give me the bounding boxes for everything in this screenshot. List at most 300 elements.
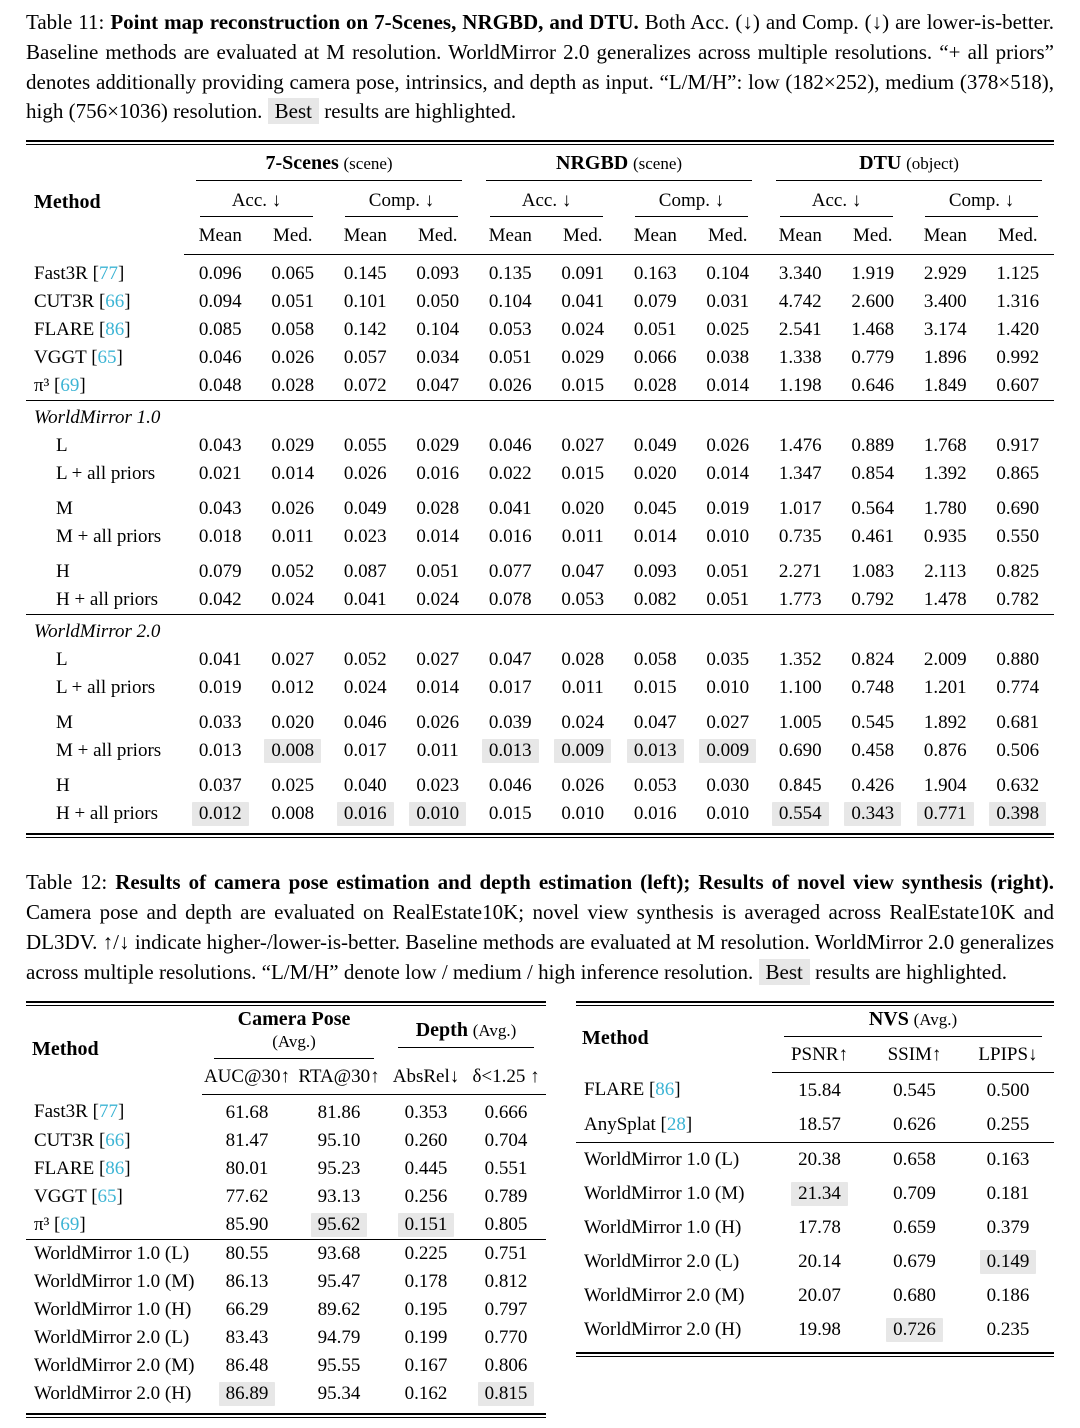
value: 0.058: [271, 319, 315, 341]
value-cell: [402, 432, 475, 460]
value: 0.353: [404, 1101, 448, 1123]
value-cell: [474, 460, 547, 488]
value-cell: [402, 460, 475, 488]
table11-bottom-rule: [26, 833, 1054, 838]
value: 0.041: [343, 589, 387, 611]
value: 0.751: [484, 1242, 528, 1264]
value-cell: [547, 344, 620, 372]
value-cell: [292, 1127, 386, 1155]
value-cell: [292, 1183, 386, 1211]
value: 1.780: [923, 498, 967, 520]
value-cell: [184, 674, 257, 702]
value: 1.201: [923, 677, 967, 699]
value: 0.055: [343, 435, 387, 457]
table-row: [576, 1279, 1054, 1313]
value: 0.709: [893, 1182, 936, 1204]
table11-caption-prefix: Table 11:: [26, 10, 111, 34]
value: 0.093: [633, 561, 677, 583]
value-cell: [867, 1211, 962, 1245]
value: 0.679: [893, 1250, 936, 1272]
value-cell: [474, 316, 547, 344]
group-qualifier: (scene): [632, 154, 683, 174]
section-title: WorldMirror 1.0: [26, 401, 1054, 433]
value: 95.55: [317, 1354, 361, 1376]
value-cell: [184, 488, 257, 523]
value-cell: [692, 702, 765, 737]
group-header-7scenes: [184, 145, 474, 183]
best-value: 0.009: [554, 739, 611, 763]
value: 1.768: [923, 435, 967, 457]
best-highlight-sample: Best: [759, 959, 810, 985]
value-cell: [466, 1296, 546, 1324]
best-value: 0.726: [886, 1318, 943, 1342]
table-row: [26, 1183, 546, 1211]
method-label: [26, 1296, 202, 1324]
citation-link[interactable]: 66: [105, 291, 125, 313]
table11-caption-body1: Both Acc. (↓) and Comp. (↓) are lower-is-better. Baseline methods are evaluated at M resolution. WorldMirror 2.0 generalizes across multiple resolutions. “+ all priors” denotes additionally providing camera pose, intrinsics, and depth as input. “L/M/H”: low (182×252), medium (378×518), high (756×1036) resolution.: [26, 10, 1054, 124]
value: 0.626: [893, 1113, 936, 1135]
value-cell: [547, 765, 620, 800]
value: 0.026: [488, 375, 532, 397]
method-name: WorldMirror 2.0 (L): [34, 1326, 190, 1348]
value-cell: [547, 460, 620, 488]
value: 0.681: [996, 712, 1040, 734]
value: 0.026: [416, 712, 460, 734]
value-cell: [962, 1211, 1054, 1245]
value: 0.545: [851, 712, 895, 734]
value: 0.646: [851, 375, 895, 397]
value-cell: [329, 372, 402, 401]
citation-link[interactable]: 86: [105, 1157, 125, 1179]
table12-left-header: [26, 1006, 546, 1095]
value: 0.053: [561, 589, 605, 611]
method-label: CUT3R [66]: [34, 1129, 131, 1151]
method-name: Fast3R: [34, 263, 88, 284]
value: 0.026: [561, 775, 605, 797]
value-cell: [982, 432, 1055, 460]
value-cell: [474, 586, 547, 615]
value: 1.478: [923, 589, 967, 611]
value-cell: [292, 1155, 386, 1183]
metric-header-acc: Acc. ↓: [764, 183, 909, 219]
value-cell: [474, 646, 547, 674]
value-cell: [257, 344, 330, 372]
value-cell: [909, 432, 982, 460]
table-row: [26, 674, 1054, 702]
value: 0.461: [851, 526, 895, 548]
value: 2.271: [778, 561, 822, 583]
value-cell: [837, 523, 910, 551]
method-label: FLARE [86]: [34, 319, 131, 341]
value: 0.052: [343, 649, 387, 671]
value: 0.024: [416, 589, 460, 611]
value: 0.025: [706, 319, 750, 341]
value: 0.046: [198, 347, 242, 369]
table-row: [26, 1380, 546, 1408]
value-cell: [692, 255, 765, 289]
value-cell: [329, 674, 402, 702]
method-name: WorldMirror 1.0 (M): [584, 1182, 745, 1204]
value: 0.013: [198, 740, 242, 762]
value-cell: [909, 523, 982, 551]
value: 0.027: [416, 649, 460, 671]
method-label: [26, 523, 184, 551]
value-cell: [547, 586, 620, 615]
stat-header-med: Med.: [257, 219, 330, 255]
citation-link[interactable]: 65: [97, 1185, 117, 1207]
section-title: WorldMirror 2.0: [26, 615, 1054, 647]
value: 0.051: [706, 589, 750, 611]
value: 0.812: [484, 1270, 528, 1292]
value: 1.476: [778, 435, 822, 457]
value-cell: [474, 674, 547, 702]
value-cell: [292, 1380, 386, 1408]
value-cell: [962, 1313, 1054, 1347]
best-value: 0.013: [482, 739, 539, 763]
group-qualifier: (object): [906, 154, 959, 174]
value: 0.041: [561, 291, 605, 313]
value: 0.028: [561, 649, 605, 671]
citation-link[interactable]: 66: [105, 1129, 125, 1151]
value-cell: [619, 432, 692, 460]
value: 0.012: [271, 677, 315, 699]
citation-link[interactable]: 28: [666, 1113, 686, 1135]
value-cell: [692, 551, 765, 586]
value: 0.545: [893, 1079, 936, 1101]
value: 3.174: [923, 319, 967, 341]
value-cell: [772, 1177, 867, 1211]
value-cell: [547, 800, 620, 828]
stat-header-med: Med.: [837, 219, 910, 255]
value-cell: [619, 586, 692, 615]
value-cell: [257, 765, 330, 800]
value: 1.198: [778, 375, 822, 397]
value-cell: [982, 523, 1055, 551]
value: 0.025: [271, 775, 315, 797]
group-name: 7-Scenes: [265, 152, 339, 175]
value: 0.008: [271, 803, 315, 825]
value: 0.014: [706, 463, 750, 485]
method-name: L + all priors: [56, 677, 156, 699]
best-value: 0.013: [627, 739, 684, 763]
value: 0.066: [633, 347, 677, 369]
value-cell: [292, 1094, 386, 1127]
stat-header-mean: Mean: [329, 219, 402, 255]
group-qualifier: (scene): [343, 154, 393, 174]
value: 81.86: [317, 1101, 361, 1123]
value-cell: [909, 765, 982, 800]
value: 93.68: [317, 1242, 361, 1264]
value-cell: [837, 372, 910, 401]
value: 0.865: [996, 463, 1040, 485]
method-name: π³: [34, 375, 50, 397]
value-cell: [962, 1108, 1054, 1143]
value-cell: [692, 288, 765, 316]
table-row: [576, 1108, 1054, 1143]
value-cell: [909, 646, 982, 674]
method-label: [26, 737, 184, 765]
value: 0.015: [561, 463, 605, 485]
table-row: [26, 1155, 546, 1183]
citation-link[interactable]: 69: [60, 375, 80, 397]
value-cell: [837, 765, 910, 800]
method-name: WorldMirror 2.0 (L): [584, 1250, 740, 1272]
value-cell: [692, 765, 765, 800]
value: 81.47: [225, 1129, 269, 1151]
value-cell: [329, 316, 402, 344]
value: 0.024: [271, 589, 315, 611]
value: 0.050: [416, 291, 460, 313]
value: 0.034: [416, 347, 460, 369]
value-cell: [466, 1183, 546, 1211]
value-cell: [837, 344, 910, 372]
value-cell: [547, 432, 620, 460]
value: 0.078: [488, 589, 532, 611]
value: 1.005: [778, 712, 822, 734]
value: 0.049: [633, 435, 677, 457]
value-cell: [257, 586, 330, 615]
value: 1.896: [923, 347, 967, 369]
stat-header-mean: Mean: [474, 219, 547, 255]
value-cell: [909, 288, 982, 316]
value-cell: [547, 255, 620, 289]
value-cell: [386, 1211, 466, 1240]
group-name: NVS: [868, 1007, 909, 1030]
value: 0.065: [271, 263, 315, 285]
table12-right-bottom-rule: [576, 1352, 1054, 1357]
value-cell: [962, 1177, 1054, 1211]
value-cell: [837, 800, 910, 828]
value-cell: [466, 1127, 546, 1155]
value-cell: [474, 523, 547, 551]
value: 0.145: [343, 263, 387, 285]
value-cell: [402, 488, 475, 523]
citation-link[interactable]: 77: [98, 263, 118, 284]
table-row: [26, 702, 1054, 737]
value-cell: [764, 551, 837, 586]
value: 0.017: [343, 740, 387, 762]
value-cell: [184, 702, 257, 737]
table-row: [576, 1211, 1054, 1245]
value: 0.889: [851, 435, 895, 457]
table-row: [26, 1239, 546, 1268]
citation-link[interactable]: 69: [60, 1213, 80, 1235]
table12-right: [576, 1001, 1054, 1357]
citation-link[interactable]: 77: [98, 1101, 118, 1123]
section-title-row: [26, 615, 1054, 647]
best-highlight-sample: Best: [268, 98, 319, 124]
value-cell: [837, 288, 910, 316]
value-cell: [909, 800, 982, 828]
value: 0.225: [404, 1242, 448, 1264]
table11-caption: [26, 8, 1054, 127]
method-name: M: [56, 712, 73, 734]
value: 0.704: [484, 1129, 528, 1151]
value-cell: [466, 1380, 546, 1408]
value: 0.607: [996, 375, 1040, 397]
value-cell: [837, 432, 910, 460]
best-value: 0.554: [772, 802, 829, 826]
citation-link[interactable]: 86: [655, 1079, 675, 1101]
value-cell: [202, 1155, 292, 1183]
value: 3.340: [778, 263, 822, 285]
method-label: π³ [69]: [34, 375, 86, 397]
value: 0.051: [271, 291, 315, 313]
table-row: [576, 1313, 1054, 1347]
table11: [26, 140, 1054, 838]
value-cell: [402, 288, 475, 316]
method-label: [26, 800, 184, 828]
value-cell: [547, 551, 620, 586]
value-cell: [257, 523, 330, 551]
value-cell: [184, 460, 257, 488]
value-cell: [982, 316, 1055, 344]
value-cell: [764, 800, 837, 828]
method-label: [26, 586, 184, 615]
value-cell: [764, 674, 837, 702]
value-cell: [619, 255, 692, 289]
value: 1.083: [851, 561, 895, 583]
value: 0.167: [404, 1354, 448, 1376]
value: 0.020: [633, 463, 677, 485]
value-cell: [257, 316, 330, 344]
method-label: [576, 1279, 772, 1313]
value-cell: [386, 1380, 466, 1408]
table-row: [26, 432, 1054, 460]
value: 1.352: [778, 649, 822, 671]
value-cell: [257, 288, 330, 316]
best-value: 0.012: [192, 802, 249, 826]
citation-link[interactable]: 86: [105, 319, 125, 341]
value: 0.806: [484, 1354, 528, 1376]
value-cell: [184, 646, 257, 674]
value-cell: [329, 800, 402, 828]
value: 0.019: [198, 677, 242, 699]
value-cell: [547, 702, 620, 737]
citation-link[interactable]: 65: [97, 347, 117, 369]
stat-header-mean: Mean: [184, 219, 257, 255]
value: 89.62: [317, 1298, 361, 1320]
value-cell: [202, 1352, 292, 1380]
value-cell: [329, 551, 402, 586]
value: 0.015: [561, 375, 605, 397]
best-value: 21.34: [791, 1182, 848, 1206]
value: 0.023: [343, 526, 387, 548]
value-cell: [329, 344, 402, 372]
value-cell: [402, 765, 475, 800]
value-cell: [257, 372, 330, 401]
method-name: M + all priors: [56, 526, 162, 548]
method-name: WorldMirror 1.0 (H): [34, 1298, 192, 1320]
value: 0.093: [416, 263, 460, 285]
value: 18.57: [798, 1113, 841, 1135]
value-cell: [837, 646, 910, 674]
method-label: Fast3R [77]: [34, 263, 125, 284]
value: 0.186: [986, 1284, 1030, 1306]
value: 0.135: [488, 263, 532, 285]
metric-header-comp: Comp. ↓: [619, 183, 764, 219]
value-cell: [184, 800, 257, 828]
value: 0.010: [706, 803, 750, 825]
best-value: 0.343: [844, 802, 901, 826]
value-cell: [962, 1142, 1054, 1177]
value: 0.011: [416, 740, 459, 762]
value-cell: [982, 551, 1055, 586]
value-cell: [692, 372, 765, 401]
value-cell: [772, 1313, 867, 1347]
stat-header-mean: Mean: [619, 219, 692, 255]
value-cell: [184, 255, 257, 289]
value-cell: [772, 1142, 867, 1177]
value: 94.79: [317, 1326, 361, 1348]
value-cell: [772, 1072, 867, 1108]
value-cell: [692, 737, 765, 765]
table-row: [26, 288, 1054, 316]
value-cell: [257, 800, 330, 828]
value-cell: [619, 523, 692, 551]
group-header-nvs: [772, 1006, 1054, 1039]
value: 0.016: [416, 463, 460, 485]
stat-header-mean: Mean: [764, 219, 837, 255]
value: 0.014: [416, 677, 460, 699]
value: 0.077: [488, 561, 532, 583]
value: 0.163: [633, 263, 677, 285]
value: 80.01: [225, 1157, 269, 1179]
value: 0.195: [404, 1298, 448, 1320]
table-row: [26, 551, 1054, 586]
value-cell: [692, 460, 765, 488]
value-cell: [474, 432, 547, 460]
value-cell: [386, 1268, 466, 1296]
value: 77.62: [225, 1185, 269, 1207]
column-header-psnr: PSNR↑: [772, 1039, 867, 1073]
table-row: [576, 1245, 1054, 1279]
value: 0.047: [633, 712, 677, 734]
value: 66.29: [225, 1298, 269, 1320]
value-cell: [982, 488, 1055, 523]
value-cell: [837, 551, 910, 586]
value: 0.770: [484, 1326, 528, 1348]
group-qualifier: (Avg.): [472, 1020, 517, 1040]
value: 0.805: [484, 1213, 528, 1235]
value: 1.904: [923, 775, 967, 797]
value-cell: [982, 460, 1055, 488]
value-cell: [982, 344, 1055, 372]
value-cell: [329, 586, 402, 615]
value-cell: [982, 288, 1055, 316]
value: 0.040: [343, 775, 387, 797]
column-header-delta125: δ<1.25 ↑: [466, 1061, 546, 1095]
section-title-row: [26, 401, 1054, 433]
value: 0.024: [343, 677, 387, 699]
value-cell: [466, 1324, 546, 1352]
value: 0.020: [271, 712, 315, 734]
value: 0.017: [488, 677, 532, 699]
value-cell: [474, 372, 547, 401]
value: 0.551: [484, 1157, 528, 1179]
group-name: NRGBD: [556, 152, 629, 175]
value-cell: [619, 646, 692, 674]
value: 1.892: [923, 712, 967, 734]
value: 0.632: [996, 775, 1040, 797]
method-name: H + all priors: [56, 803, 159, 825]
value: 1.338: [778, 347, 822, 369]
value: 0.774: [996, 677, 1040, 699]
method-name: WorldMirror 1.0 (H): [584, 1216, 742, 1238]
value: 0.053: [488, 319, 532, 341]
value: 0.564: [851, 498, 895, 520]
value: 0.049: [343, 498, 387, 520]
